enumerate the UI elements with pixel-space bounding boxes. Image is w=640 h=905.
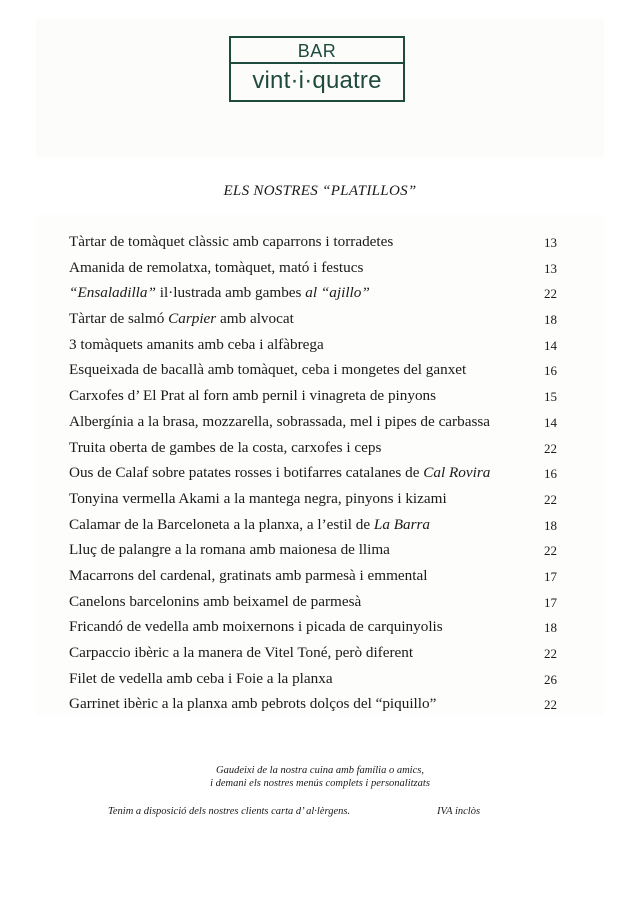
menu-item [69, 666, 557, 692]
dish-price: 16 [544, 466, 557, 482]
dish-name [69, 691, 436, 717]
note-line-2: i demani els nostres menús complets i personalitzats [210, 777, 430, 789]
dish-name [69, 537, 390, 563]
menu-item [69, 640, 557, 666]
dish-name-part: il·lustrada amb gambes [155, 284, 306, 302]
dish-name [69, 229, 393, 255]
dish-name-part: Ous de Calaf sobre patates rosses i botifarres catalanes de [69, 464, 424, 482]
dish-price: 22 [544, 697, 557, 713]
menu-item [69, 306, 557, 332]
menu-item [69, 691, 557, 717]
dish-name [69, 306, 294, 332]
dish-name [69, 666, 333, 692]
dish-name-part: Carxofes d’ El Prat al forn amb pernil i vinagreta de pinyons [69, 387, 437, 405]
menu-item [69, 589, 557, 615]
logo-bar-text: BAR [231, 38, 403, 64]
dish-name-part: Albergínia a la brasa, mozzarella, sobrassada, mel i pipes de carbassa [69, 412, 491, 430]
dish-name-part: Carpier [168, 310, 217, 328]
note-line-1: Gaudeixi de la nostra cuina amb família o amics, [216, 765, 424, 776]
dish-price: 22 [544, 543, 557, 559]
dish-name-part: Tàrtar de salmó [69, 310, 169, 328]
dish-name [69, 614, 443, 640]
dish-name [69, 255, 363, 281]
dish-price: 14 [544, 337, 557, 353]
menu-item [69, 435, 557, 461]
dish-name-part: amb alvocat [216, 310, 294, 328]
dish-name-part: Macarrons del cardenal, gratinats amb parmesà i emmental [69, 566, 428, 584]
menu-item [69, 255, 557, 281]
logo-name-text: vint·i·quatre [252, 67, 382, 94]
menu-item [69, 383, 557, 409]
dish-price: 16 [544, 363, 557, 379]
dish-name [69, 357, 466, 383]
dish-name-part: Tàrtar de tomàquet clàssic amb caparrons i torradetes [69, 233, 394, 250]
menu-item [69, 409, 557, 435]
dish-name [69, 512, 430, 538]
dish-name [69, 332, 324, 358]
dish-name [69, 460, 490, 486]
dish-name-part: al “ajillo” [305, 284, 370, 302]
dish-name-part: Garrinet ibèric a la planxa amb pebrots dolços del “piquillo” [69, 695, 437, 713]
dish-name-part: Tonyina vermella Akami a la mantega negra, pinyons i kizami [69, 489, 447, 507]
dish-name [69, 383, 436, 409]
menu-item [69, 614, 557, 640]
menu-item [69, 332, 557, 358]
dish-name-part: Filet de vedella amb ceba i Foie a la planxa [69, 669, 333, 687]
dish-price: 22 [544, 440, 557, 456]
dish-name-part: 3 tomàquets amanits amb ceba i alfàbrega [69, 335, 324, 353]
dish-name [69, 280, 370, 306]
dish-price: 13 [544, 235, 557, 250]
dish-name [69, 640, 413, 666]
menu-item [69, 357, 557, 383]
dish-price: 18 [544, 620, 557, 636]
menu-list [69, 229, 557, 717]
dish-price: 22 [544, 491, 557, 507]
dish-price: 14 [544, 414, 557, 430]
dish-name-part: Truita oberta de gambes de la costa, carxofes i ceps [69, 438, 382, 456]
dish-name-part: Canelons barcelonins amb beixamel de parmesà [69, 592, 362, 610]
dish-price: 18 [544, 312, 557, 328]
menu-item [69, 537, 557, 563]
menu-item [69, 512, 557, 538]
dish-name-part: Carpaccio ibèric a la manera de Vitel Toné, però diferent [69, 644, 414, 661]
dish-price: 22 [544, 646, 557, 661]
dish-name [69, 435, 381, 461]
menu-item [69, 229, 557, 255]
dish-price: 13 [544, 260, 557, 276]
dish-name [69, 589, 361, 615]
menu-item [69, 563, 557, 589]
dish-name-part: Calamar de la Barceloneta a la planxa, a l’estil de [69, 515, 374, 533]
dish-name-part: Lluç de palangre a la romana amb maionesa de llima [69, 541, 390, 559]
bar-logo [229, 36, 405, 102]
section-title: ELS NOSTRES “PLATILLOS” [223, 183, 417, 199]
allergens-notice: Tenim a disposició dels nostres clients carta d’ al·lèrgens. [108, 806, 351, 817]
menu-item [69, 460, 557, 486]
dish-price: 17 [544, 568, 557, 584]
menu-item [69, 280, 557, 306]
dish-price: 17 [544, 594, 557, 610]
vat-notice: IVA inclòs [437, 806, 481, 817]
dish-price: 18 [544, 517, 557, 533]
dish-price: 22 [544, 286, 557, 302]
dish-name [69, 563, 427, 589]
menu-note [0, 765, 640, 790]
menu-item [69, 486, 557, 512]
dish-price: 26 [544, 671, 557, 687]
dish-name [69, 486, 447, 512]
dish-name-part: Esqueixada de bacallà amb tomàquet, ceba i mongetes del ganxet [69, 361, 467, 379]
dish-name-part: Fricandó de vedella amb moixernons i picada de carquinyolis [69, 618, 443, 636]
dish-name-part: Cal Rovira [423, 464, 491, 482]
dish-name-part: “Ensaladilla” [69, 284, 156, 302]
dish-name-part: Amanida de remolatxa, tomàquet, mató i festucs [69, 258, 364, 276]
dish-price: 15 [544, 389, 557, 405]
dish-name [69, 409, 490, 435]
dish-name-part: La Barra [373, 515, 430, 533]
